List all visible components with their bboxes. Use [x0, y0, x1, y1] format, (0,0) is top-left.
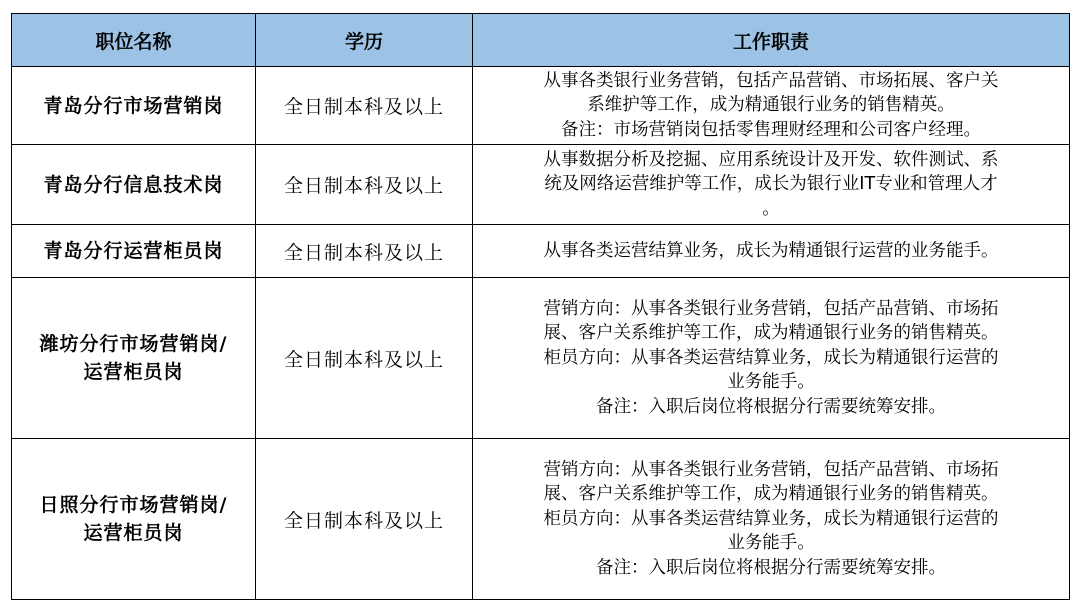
duty-line: 展、客户关系维护等工作，成为精通银行业务的销售精英。: [543, 484, 999, 505]
duty-line: 系维护等工作，成为精通银行业务的销售精英。: [587, 95, 955, 116]
table-row: [12, 439, 1070, 600]
duty-line: 业务能手。: [727, 533, 815, 554]
table-row: [12, 67, 1070, 145]
duty-note: 备注：市场营销岗包括零售理财经理和公司客户经理。: [561, 119, 981, 140]
table-row: [12, 145, 1070, 225]
education-cell: 全日制本科及以上: [256, 225, 473, 278]
education-cell: 全日制本科及以上: [256, 439, 473, 600]
position-cell: [12, 225, 256, 278]
job-positions-table: [11, 13, 1070, 600]
duty-line: 柜员方向：从事各类运营结算业务，成长为精通银行运营的: [543, 508, 999, 529]
duty-line: 柜员方向：从事各类运营结算业务，成长为精通银行运营的: [543, 347, 999, 368]
duty-cell: [473, 145, 1070, 225]
header-duties: 工作职责: [473, 14, 1070, 67]
duty-line: 从事各类运营结算业务，成长为精通银行运营的业务能手。: [543, 240, 999, 261]
duty-line: 营销方向：从事各类银行业务营销，包括产品营销、市场拓: [543, 298, 999, 319]
duty-cell: [473, 278, 1070, 439]
duty-cell: [473, 439, 1070, 600]
duty-cell: [473, 67, 1070, 145]
duty-line: 从事数据分析及挖掘、应用系统设计及开发、软件测试、系: [543, 149, 999, 170]
position-cell: [12, 67, 256, 145]
position-name: 青岛分行市场营销岗: [43, 94, 224, 117]
table-row: [12, 225, 1070, 278]
duty-note: 备注：入职后岗位将根据分行需要统筹安排。: [596, 557, 946, 578]
position-cell: [12, 439, 256, 600]
duty-line: 。: [762, 198, 780, 219]
position-name: 青岛分行信息技术岗: [43, 173, 224, 196]
duty-line: 统及网络运营维护等工作，成长为银行业IT专业和管理人才: [544, 174, 998, 195]
duty-cell: [473, 225, 1070, 278]
position-cell: [12, 278, 256, 439]
table-header-row: [12, 14, 1070, 67]
position-name: 运营柜员岗: [83, 522, 184, 544]
education-cell: 全日制本科及以上: [256, 278, 473, 439]
header-position: 职位名称: [12, 14, 256, 67]
header-education: 学历: [256, 14, 473, 67]
duty-line: 从事各类银行业务营销，包括产品营销、市场拓展、客户关: [543, 70, 999, 91]
education-cell: 全日制本科及以上: [256, 145, 473, 225]
table-row: [12, 278, 1070, 439]
position-cell: [12, 145, 256, 225]
position-name: 青岛分行运营柜员岗: [43, 240, 224, 262]
duty-line: 业务能手。: [727, 372, 815, 393]
duty-note: 备注：入职后岗位将根据分行需要统筹安排。: [596, 396, 946, 417]
duty-line: 展、客户关系维护等工作，成为精通银行业务的销售精英。: [543, 323, 999, 344]
duty-line: 营销方向：从事各类银行业务营销，包括产品营销、市场拓: [543, 459, 999, 480]
position-name: 潍坊分行市场营销岗/: [39, 333, 228, 355]
education-cell: 全日制本科及以上: [256, 67, 473, 145]
position-name: 运营柜员岗: [83, 361, 184, 383]
position-name: 日照分行市场营销岗/: [39, 494, 228, 516]
